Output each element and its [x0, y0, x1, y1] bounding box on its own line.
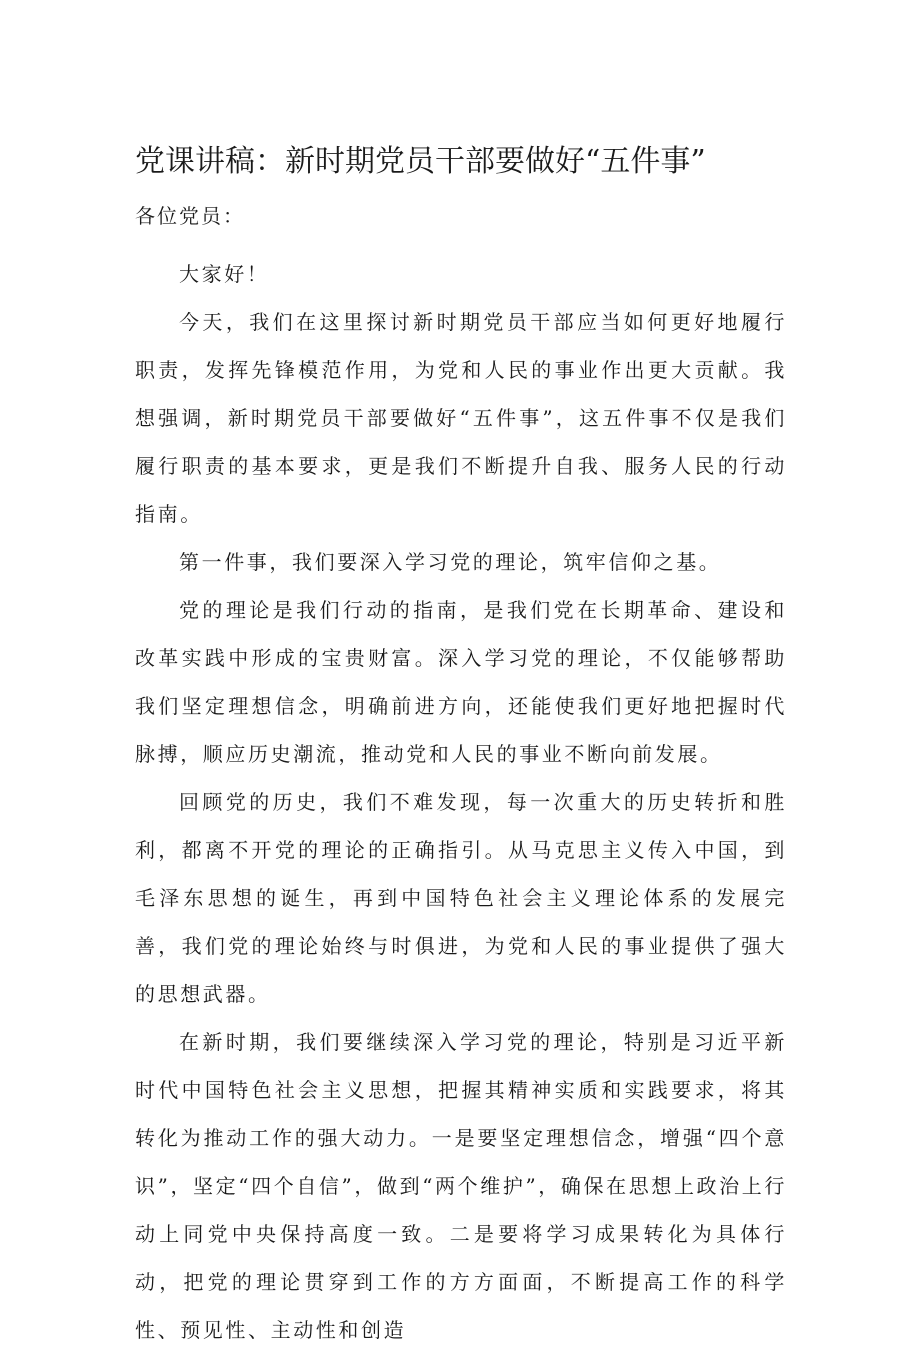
- body-paragraph: 党的理论是我们行动的指南，是我们党在长期革命、建设和改革实践中形成的宝贵财富。深入学习党的理论，不仅能够帮助我们坚定理想信念，明确前进方向，还能使我们更好地把握时代脉搏，顺应历史潮流，推动党和人民的事业不断向前发展。: [135, 598, 787, 766]
- body-paragraph: 在新时期，我们要继续深入学习党的理论，特别是习近平新时代中国特色社会主义思想，把握其精神实质和实践要求，将其转化为推动工作的强大动力。一是要坚定理想信念，增强“四个意识”，坚定“四个自信”，做到“两个维护”，确保在思想上政治上行动上同党中央保持高度一致。二是要将学习成果转化为具体行动，把党的理论贯穿到工作的方方面面，不断提高工作的科学性、预见性、主动性和创造: [135, 1030, 787, 1342]
- salutation: 各位党员：: [135, 204, 245, 228]
- document-title: 党课讲稿：新时期党员干部要做好“五件事”: [135, 144, 706, 179]
- document-body: [135, 250, 787, 1354]
- body-paragraph: 回顾党的历史，我们不难发现，每一次重大的历史转折和胜利，都离不开党的理论的正确指引。从马克思主义传入中国，到毛泽东思想的诞生，再到中国特色社会主义理论体系的发展完善，我们党的理论始终与时俱进，为党和人民的事业提供了强大的思想武器。: [135, 790, 787, 1006]
- greeting-paragraph: 大家好！: [179, 262, 270, 286]
- body-paragraph: 第一件事，我们要深入学习党的理论，筑牢信仰之基。: [179, 550, 722, 574]
- body-paragraph: 今天，我们在这里探讨新时期党员干部应当如何更好地履行职责，发挥先锋模范作用，为党和人民的事业作出更大贡献。我想强调，新时期党员干部要做好“五件事”，这五件事不仅是我们履行职责的基本要求，更是我们不断提升自我、服务人民的行动指南。: [135, 310, 787, 526]
